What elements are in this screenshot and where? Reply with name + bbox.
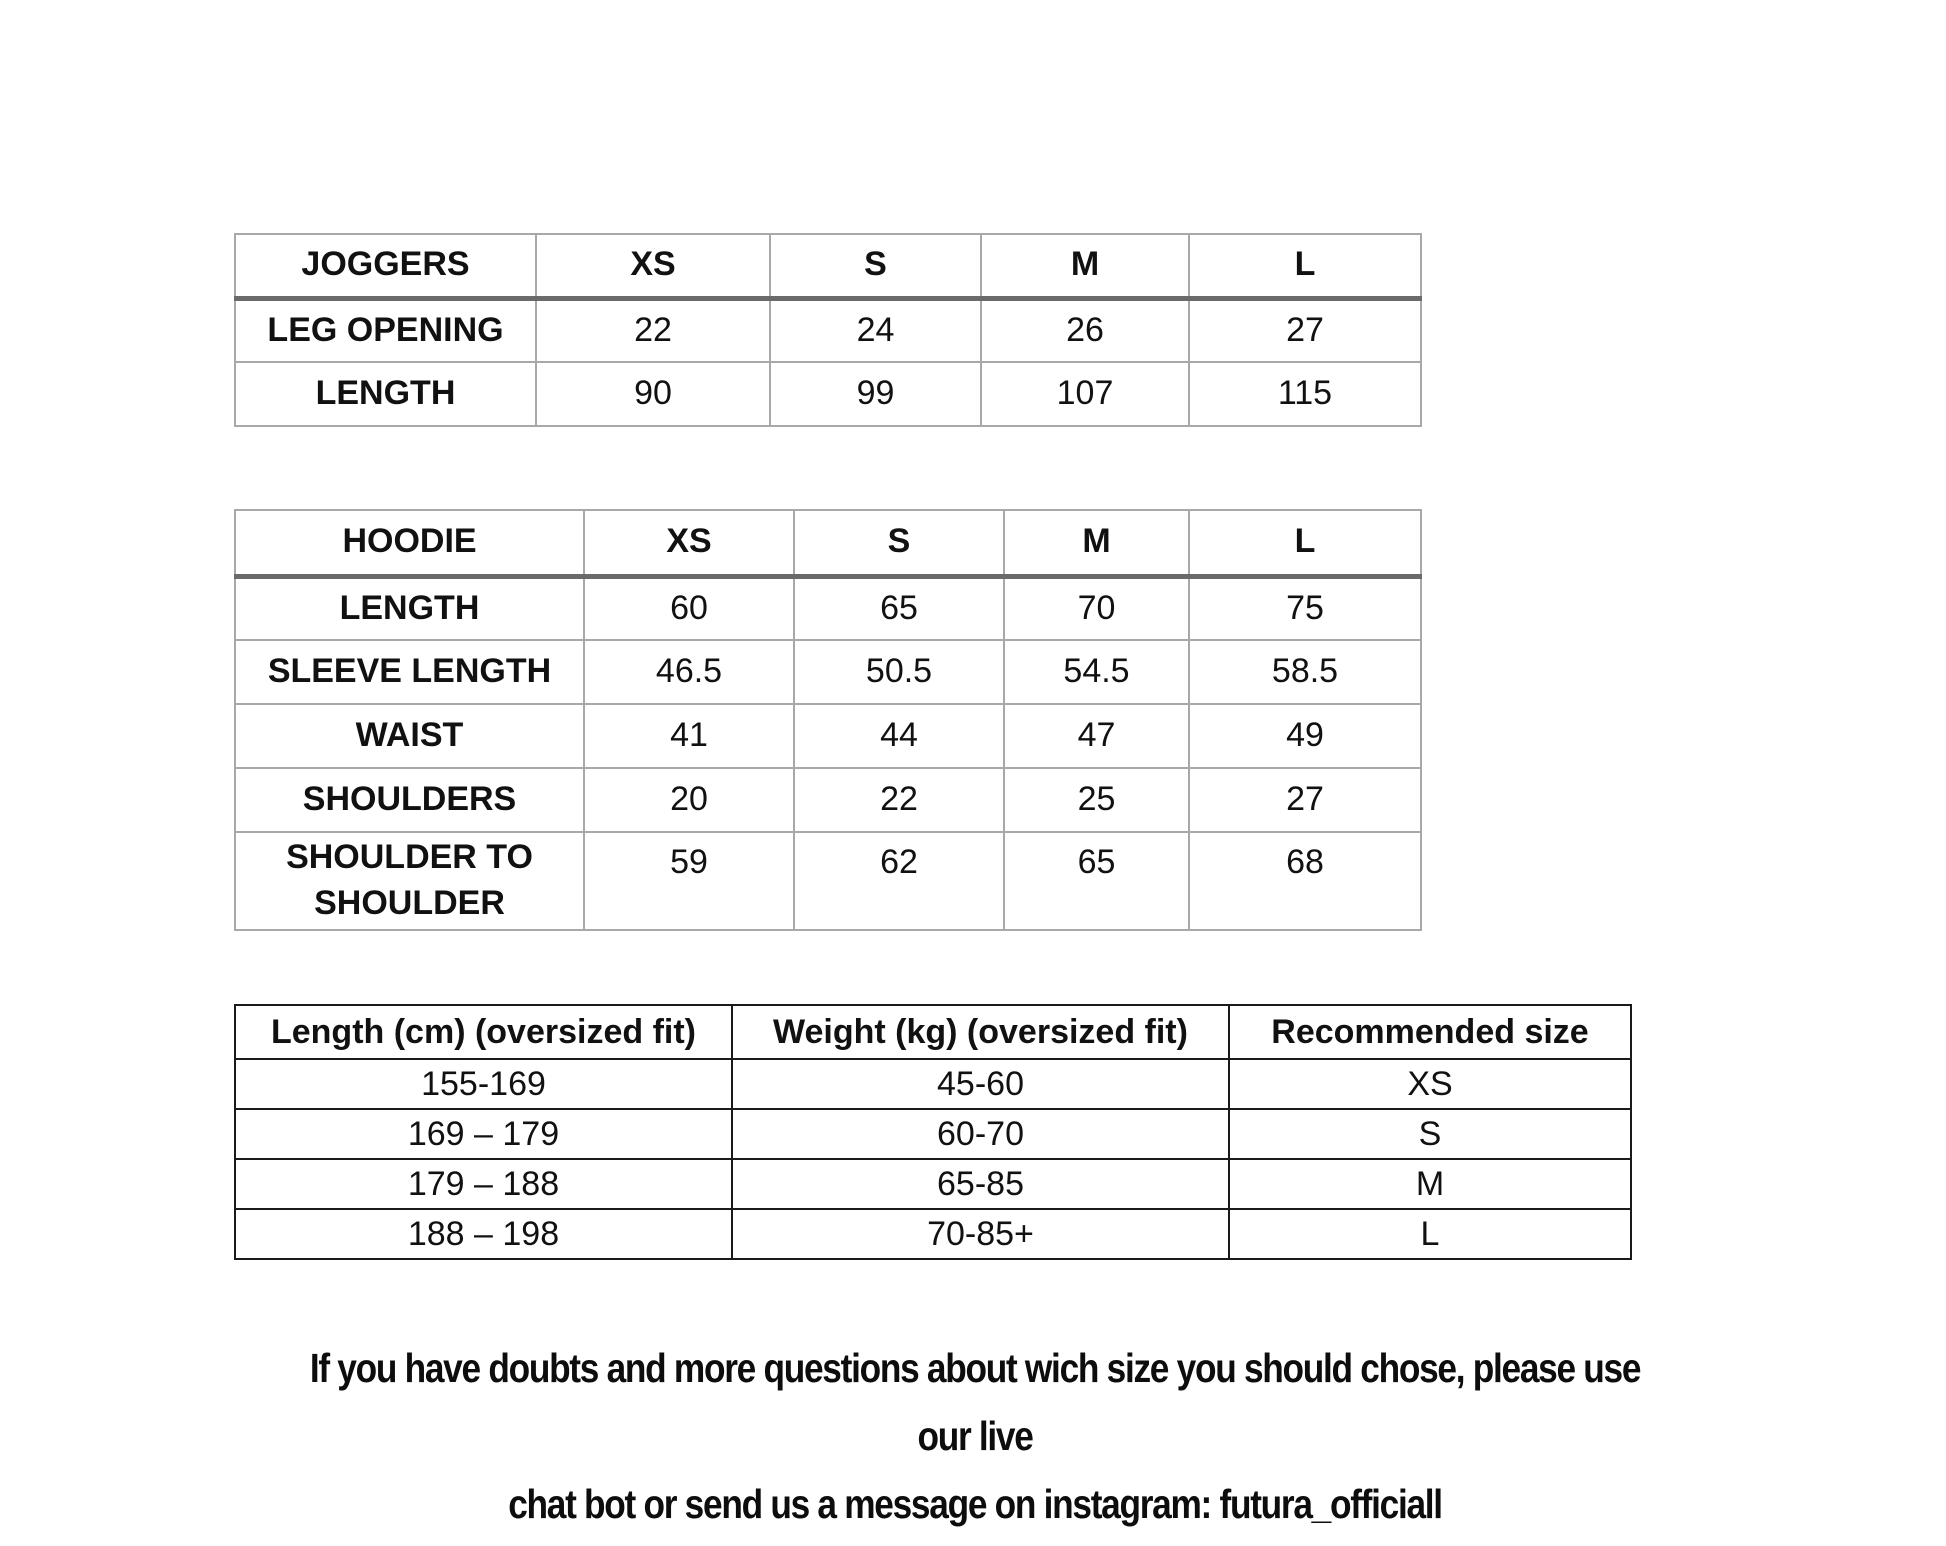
table-cell: 90 [536, 362, 770, 426]
table-row [235, 1109, 1631, 1159]
size-l-header: L [1189, 234, 1421, 298]
joggers-size-table [234, 233, 1422, 427]
table-cell: 179 – 188 [235, 1159, 732, 1209]
joggers-header-row [235, 234, 1421, 298]
size-xs-header: XS [536, 234, 770, 298]
table-cell: 65-85 [732, 1159, 1229, 1209]
table-cell: 115 [1189, 362, 1421, 426]
hoodie-title: HOODIE [235, 510, 584, 576]
table-cell: 60-70 [732, 1109, 1229, 1159]
row-label: LENGTH [235, 362, 536, 426]
table-row [235, 640, 1421, 704]
size-m-header: M [981, 234, 1189, 298]
table-cell: 155-169 [235, 1059, 732, 1109]
table-cell: 62 [794, 832, 1004, 930]
table-cell: 27 [1189, 298, 1421, 362]
size-s-header: S [770, 234, 981, 298]
table-cell: 188 – 198 [235, 1209, 732, 1259]
weight-column-header: Weight (kg) (oversized fit) [732, 1005, 1229, 1059]
table-cell: 99 [770, 362, 981, 426]
table-cell: 25 [1004, 768, 1189, 832]
fit-recommendation-table [234, 1004, 1632, 1260]
joggers-title: JOGGERS [235, 234, 536, 298]
table-cell: 27 [1189, 768, 1421, 832]
table-cell: 65 [794, 576, 1004, 640]
table-cell: 46.5 [584, 640, 794, 704]
help-note [291, 1334, 1658, 1538]
table-cell: 49 [1189, 704, 1421, 768]
hoodie-size-table [234, 509, 1422, 931]
row-label: SHOULDERS [235, 768, 584, 832]
table-cell: 47 [1004, 704, 1189, 768]
table-row [235, 832, 1421, 930]
table-cell: 70 [1004, 576, 1189, 640]
table-cell: 58.5 [1189, 640, 1421, 704]
table-cell: 20 [584, 768, 794, 832]
table-cell: 54.5 [1004, 640, 1189, 704]
table-row [235, 1209, 1631, 1259]
table-cell: 44 [794, 704, 1004, 768]
row-label-line: SHOULDER [314, 884, 505, 922]
size-m-header: M [1004, 510, 1189, 576]
table-cell: 22 [536, 298, 770, 362]
table-cell: 75 [1189, 576, 1421, 640]
table-cell: 68 [1189, 832, 1421, 930]
fit-header-row [235, 1005, 1631, 1059]
table-cell: S [1229, 1109, 1631, 1159]
table-cell: 50.5 [794, 640, 1004, 704]
row-label-line: SHOULDER TO [286, 838, 533, 877]
row-label: LEG OPENING [235, 298, 536, 362]
row-label [235, 832, 584, 930]
table-cell: 45-60 [732, 1059, 1229, 1109]
hoodie-header-row [235, 510, 1421, 576]
table-cell: 60 [584, 576, 794, 640]
help-note-line: If you have doubts and more questions about wich size you should chose, please use our live [309, 1345, 1641, 1459]
size-xs-header: XS [584, 510, 794, 576]
table-row [235, 704, 1421, 768]
recommended-size-column-header: Recommended size [1229, 1005, 1631, 1059]
table-cell: 169 – 179 [235, 1109, 732, 1159]
size-s-header: S [794, 510, 1004, 576]
row-label: WAIST [235, 704, 584, 768]
table-cell: M [1229, 1159, 1631, 1209]
table-cell: 22 [794, 768, 1004, 832]
table-cell: XS [1229, 1059, 1631, 1109]
table-cell: 107 [981, 362, 1189, 426]
length-column-header: Length (cm) (oversized fit) [235, 1005, 732, 1059]
table-cell: 41 [584, 704, 794, 768]
table-cell: 59 [584, 832, 794, 930]
table-row [235, 768, 1421, 832]
table-row [235, 1059, 1631, 1109]
help-note-line: chat bot or send us a message on instagram: futura_officiall [508, 1481, 1442, 1527]
table-row [235, 576, 1421, 640]
table-row [235, 362, 1421, 426]
table-cell: 70-85+ [732, 1209, 1229, 1259]
table-row [235, 298, 1421, 362]
row-label: SLEEVE LENGTH [235, 640, 584, 704]
table-cell: 26 [981, 298, 1189, 362]
table-cell: 65 [1004, 832, 1189, 930]
table-cell: L [1229, 1209, 1631, 1259]
table-cell: 24 [770, 298, 981, 362]
row-label: LENGTH [235, 576, 584, 640]
table-row [235, 1159, 1631, 1209]
size-l-header: L [1189, 510, 1421, 576]
